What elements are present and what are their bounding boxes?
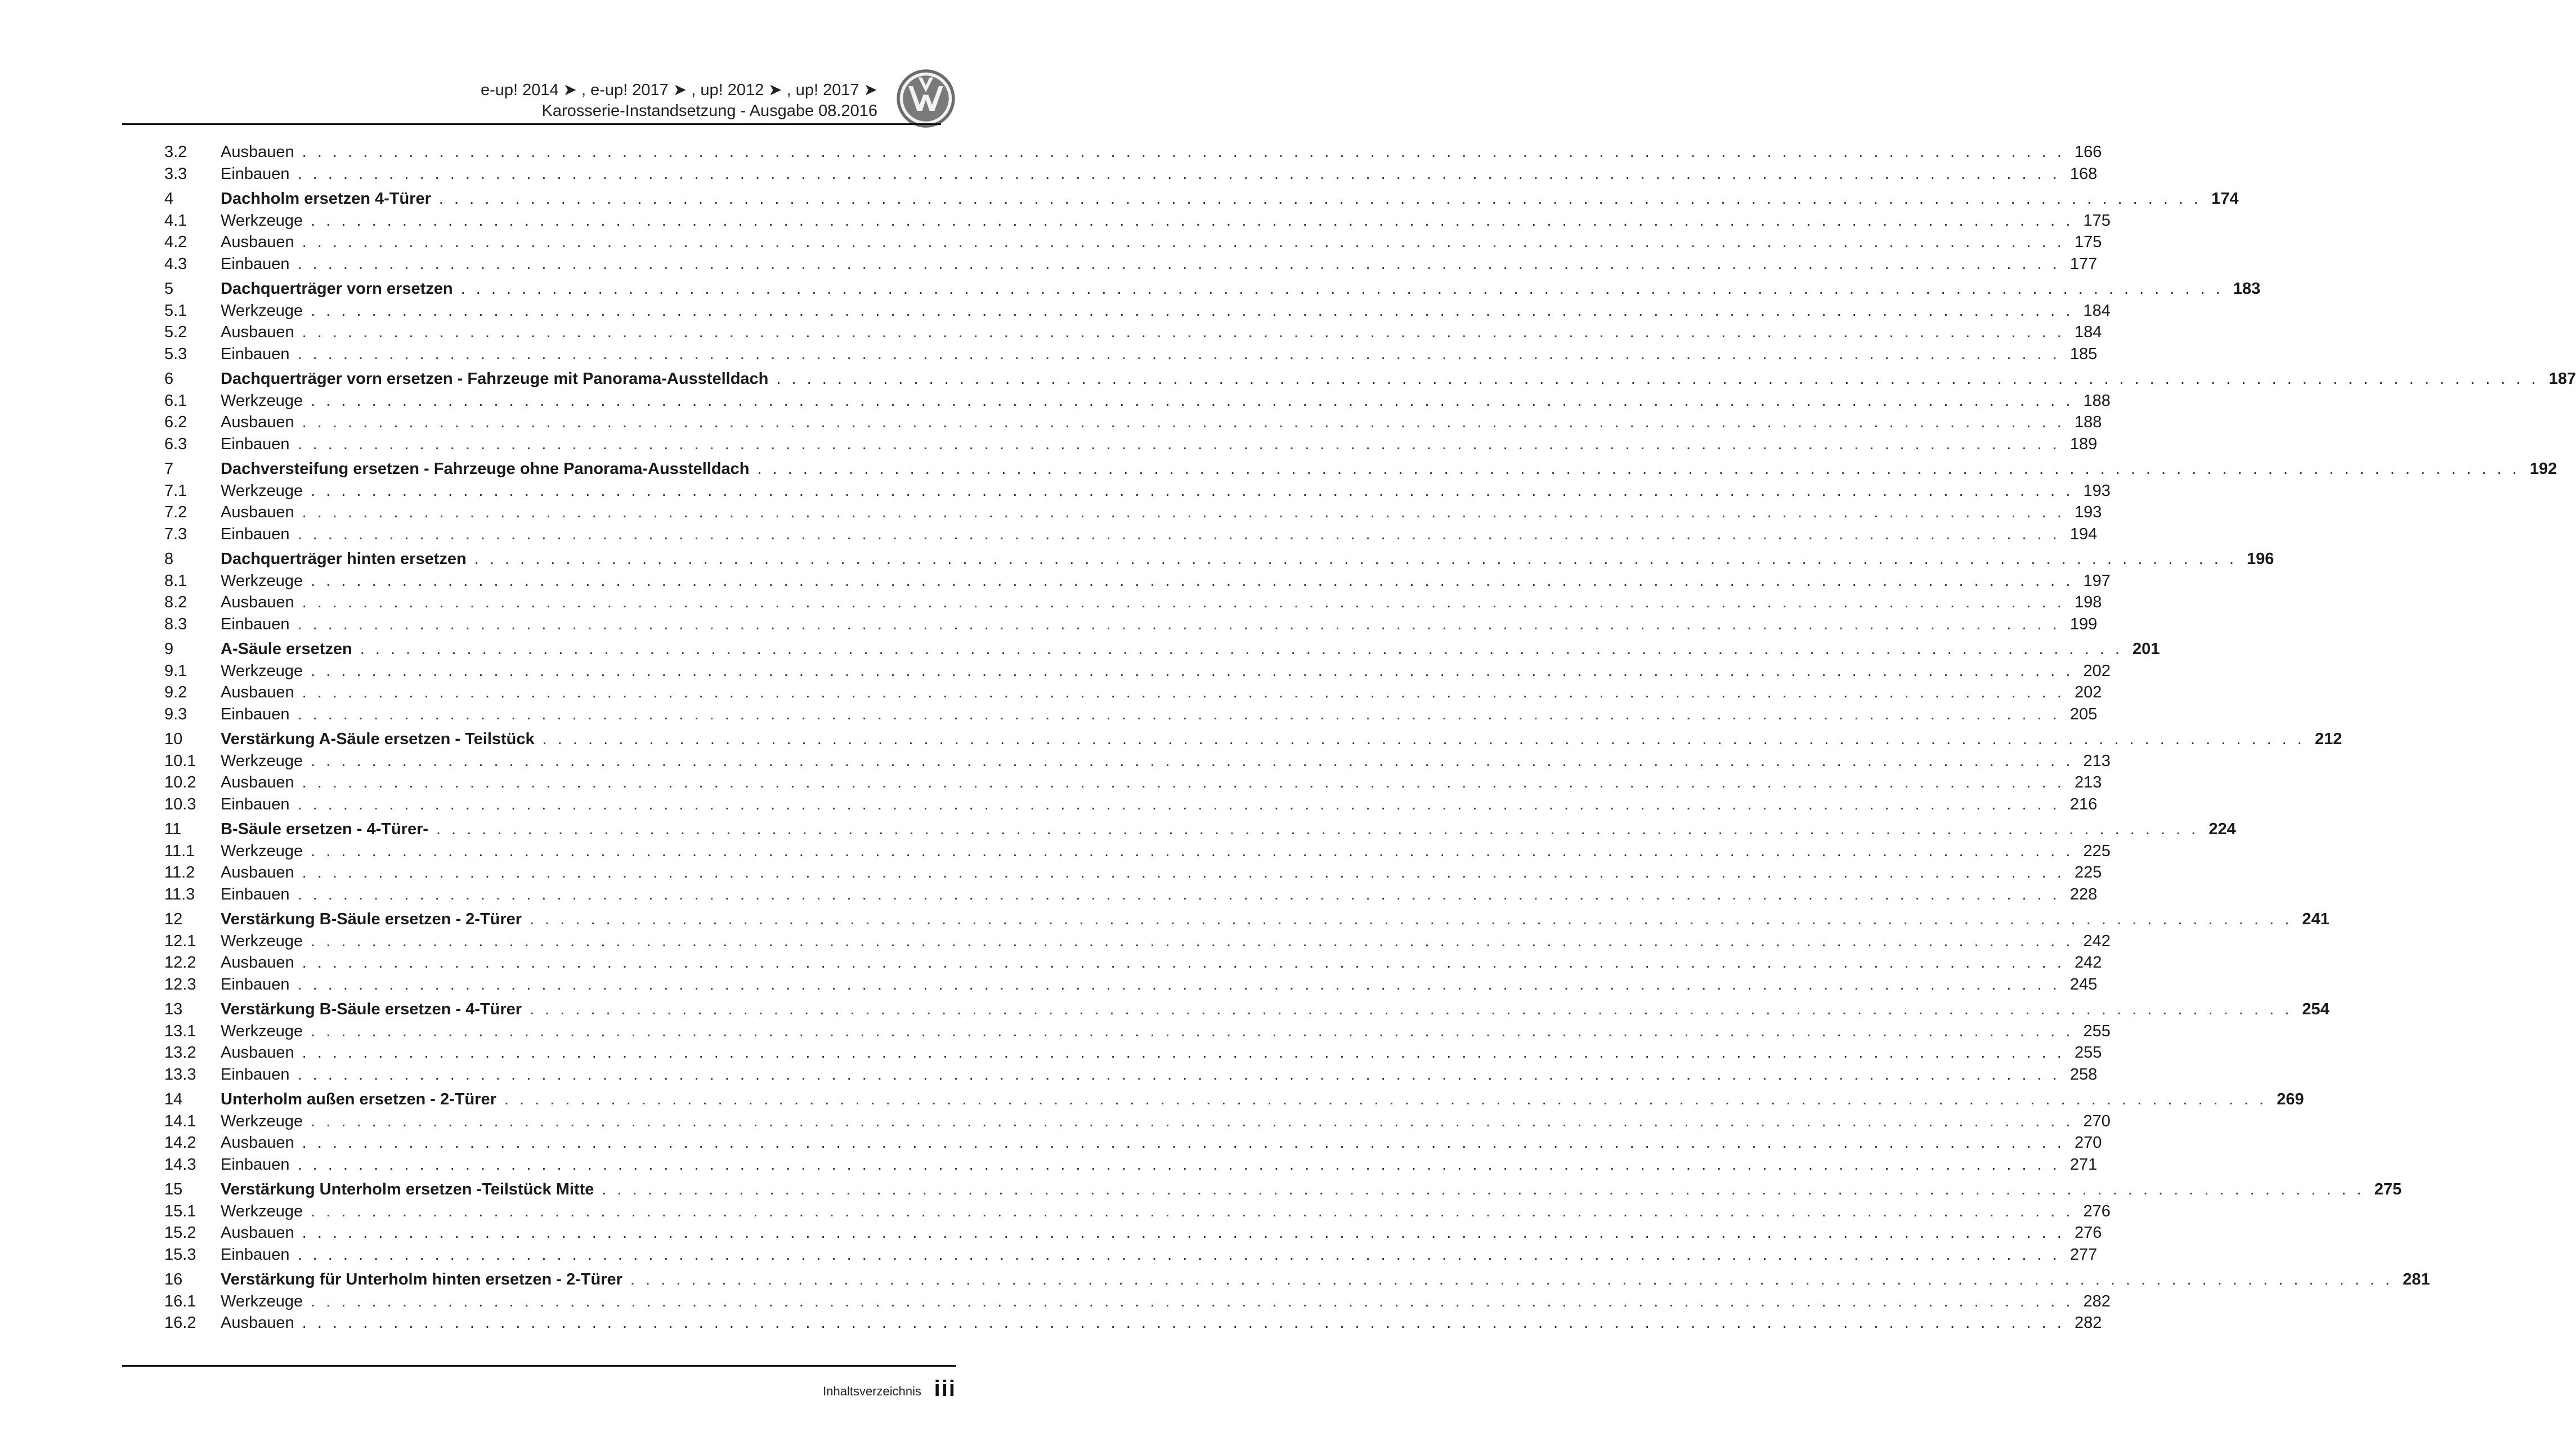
toc-number: 7 [164, 460, 174, 478]
toc-number: 7.2 [164, 503, 187, 521]
toc-title: Ausbauen [221, 1134, 294, 1152]
toc-number: 7.3 [164, 525, 187, 543]
toc-title: Dachquerträger vorn ersetzen [221, 280, 453, 298]
toc-number: 8.1 [164, 571, 187, 590]
toc-section-row[interactable] [164, 593, 2102, 615]
toc-leader-dots: . . . . . . . . . . . . . . . . . . . . . . . . . . . . . . . . . . . . . . . . . . . . . . . . . . . . . . . . . . . . . . . . . . . . . . . . . . . . . . . . . . . . . . . . . . . . . . . . . . . . . . . . . . . . . . . . . . . . [438, 190, 2202, 208]
toc-leader-dots: . . . . . . . . . . . . . . . . . . . . . . . . . . . . . . . . . . . . . . . . . . . . . . . . . . . . . . . . . . . . . . . . . . . . . . . . . . . . . . . . . . . . . . . . . . . . . . . . . . . . . . . . . . . . . . . . . . . . [297, 525, 2060, 543]
toc-title: Dachquerträger hinten ersetzen [221, 550, 467, 568]
toc-leader-dots: . . . . . . . . . . . . . . . . . . . . . . . . . . . . . . . . . . . . . . . . . . . . . . . . . . . . . . . . . . . . . . . . . . . . . . . . . . . . . . . . . . . . . . . . . . . . . . . . . . . . . . . . . . . . . . . . . . . . [311, 1022, 2073, 1040]
toc-title: Einbauen [221, 1065, 290, 1084]
toc-title: Werkzeuge [221, 1022, 303, 1040]
toc-number: 13.1 [164, 1022, 196, 1040]
toc-number: 12.2 [164, 954, 196, 972]
toc-section-row[interactable] [164, 323, 2102, 345]
toc-page-number: 193 [2083, 481, 2111, 500]
toc-leader-dots: . . . . . . . . . . . . . . . . . . . . . . . . . . . . . . . . . . . . . . . . . . . . . . . . . . . . . . . . . . . . . . . . . . . . . . . . . . . . . . . . . . . . . . . . . . . . . . . . . . . . . . . . . . . . . . . . . . . . [311, 1202, 2073, 1220]
toc-title: Werkzeuge [221, 211, 303, 230]
toc-chapter-row[interactable] [164, 640, 2160, 662]
toc-page-number: 254 [2302, 1000, 2329, 1018]
toc-leader-dots: . . . . . . . . . . . . . . . . . . . . . . . . . . . . . . . . . . . . . . . . . . . . . . . . . . . . . . . . . . . . . . . . . . . . . . . . . . . . . . . . . . . . . . . . . . . . . . . . . . . . . . . . . . . . . . . . . . . . [311, 1292, 2073, 1310]
toc-leader-dots: . . . . . . . . . . . . . . . . . . . . . . . . . . . . . . . . . . . . . . . . . . . . . . . . . . . . . . . . . . . . . . . . . . . . . . . . . . . . . . . . . . . . . . . . . . . . . . . . . . . . . . . . . . . . . . . . . . . . [302, 863, 2065, 881]
toc-title: Werkzeuge [221, 301, 303, 320]
toc-number: 11 [164, 820, 182, 838]
toc-number: 6 [164, 370, 174, 388]
toc-title: Ausbauen [221, 1224, 294, 1242]
toc-number: 10 [164, 730, 183, 748]
toc-section-row[interactable] [164, 435, 2098, 457]
toc-title: Werkzeuge [221, 751, 303, 770]
toc-leader-dots: . . . . . . . . . . . . . . . . . . . . . . . . . . . . . . . . . . . . . . . . . . . . . . . . . . . . . . . . . . . . . . . . . . . . . . . . . . . . . . . . . . . . . . . . . . . . . . . . . . . . . . . . . . . . . . . . . . . . [297, 975, 2060, 994]
toc-number: 11.1 [164, 842, 195, 860]
toc-section-row[interactable] [164, 481, 2111, 504]
toc-number: 8.2 [164, 593, 187, 611]
toc-title: Ausbauen [221, 143, 294, 161]
toc-title: Werkzeuge [221, 932, 303, 950]
toc-number: 14 [164, 1090, 183, 1108]
toc-leader-dots: . . . . . . . . . . . . . . . . . . . . . . . . . . . . . . . . . . . . . . . . . . . . . . . . . . . . . . . . . . . . . . . . . . . . . . . . . . . . . . . . . . . . . . . . . . . . . . . . . . . . . . . . . . . . . . . . . . . . [297, 1245, 2060, 1264]
footer-page-number: iii [934, 1376, 956, 1401]
toc-page-number: 277 [2069, 1245, 2098, 1264]
toc-section-row[interactable] [164, 211, 2111, 234]
toc-section-row[interactable] [164, 1292, 2111, 1314]
toc-page-number: 202 [2083, 661, 2111, 680]
toc-leader-dots: . . . . . . . . . . . . . . . . . . . . . . . . . . . . . . . . . . . . . . . . . . . . . . . . . . . . . . . . . . . . . . . . . . . . . . . . . . . . . . . . . . . . . . . . . . . . . . . . . . . . . . . . . . . . . . . . . . . . [311, 1112, 2073, 1130]
toc-leader-dots: . . . . . . . . . . . . . . . . . . . . . . . . . . . . . . . . . . . . . . . . . . . . . . . . . . . . . . . . . . . . . . . . . . . . . . . . . . . . . . . . . . . . . . . . . . . . . . . . . . . . . . . . . . . . . . . . . . . . [776, 370, 2539, 388]
toc-title: Einbauen [221, 795, 290, 813]
toc-number: 14.2 [164, 1134, 196, 1152]
toc-page-number: 192 [2529, 460, 2557, 478]
toc-leader-dots: . . . . . . . . . . . . . . . . . . . . . . . . . . . . . . . . . . . . . . . . . . . . . . . . . . . . . . . . . . . . . . . . . . . . . . . . . . . . . . . . . . . . . . . . . . . . . . . . . . . . . . . . . . . . . . . . . . . . [302, 1224, 2065, 1242]
toc-section-row[interactable] [164, 885, 2098, 907]
toc-number: 7.1 [164, 481, 187, 500]
toc-leader-dots: . . . . . . . . . . . . . . . . . . . . . . . . . . . . . . . . . . . . . . . . . . . . . . . . . . . . . . . . . . . . . . . . . . . . . . . . . . . . . . . . . . . . . . . . . . . . . . . . . . . . . . . . . . . . . . . . . . . . [311, 751, 2073, 770]
toc-section-row[interactable] [164, 1314, 2102, 1336]
toc-title: Ausbauen [221, 503, 294, 521]
toc-number: 12.1 [164, 932, 196, 950]
toc-section-row[interactable] [164, 1134, 2102, 1156]
toc-page-number: 225 [2083, 842, 2111, 860]
toc-section-row[interactable] [164, 954, 2102, 975]
toc-title: Werkzeuge [221, 1112, 303, 1130]
toc-leader-dots: . . . . . . . . . . . . . . . . . . . . . . . . . . . . . . . . . . . . . . . . . . . . . . . . . . . . . . . . . . . . . . . . . . . . . . . . . . . . . . . . . . . . . . . . . . . . . . . . . . . . . . . . . . . . . . . . . . . . [302, 1134, 2065, 1152]
toc-page-number: 276 [2074, 1224, 2102, 1242]
toc-section-row[interactable] [164, 1044, 2102, 1066]
toc-page-number: 188 [2083, 391, 2111, 410]
toc-section-row[interactable] [164, 1202, 2111, 1224]
toc-leader-dots: . . . . . . . . . . . . . . . . . . . . . . . . . . . . . . . . . . . . . . . . . . . . . . . . . . . . . . . . . . . . . . . . . . . . . . . . . . . . . . . . . . . . . . . . . . . . . . . . . . . . . . . . . . . . . . . . . . . . [302, 1314, 2065, 1332]
toc-section-row[interactable] [164, 164, 2098, 187]
toc-title: Einbauen [221, 254, 290, 273]
toc-page-number: 201 [2133, 640, 2160, 658]
toc-section-row[interactable] [164, 773, 2102, 795]
toc-section-row[interactable] [164, 683, 2102, 705]
toc-leader-dots: . . . . . . . . . . . . . . . . . . . . . . . . . . . . . . . . . . . . . . . . . . . . . . . . . . . . . . . . . . . . . . . . . . . . . . . . . . . . . . . . . . . . . . . . . . . . . . . . . . . . . . . . . . . . . . . . . . . . [542, 730, 2305, 748]
toc-leader-dots: . . . . . . . . . . . . . . . . . . . . . . . . . . . . . . . . . . . . . . . . . . . . . . . . . . . . . . . . . . . . . . . . . . . . . . . . . . . . . . . . . . . . . . . . . . . . . . . . . . . . . . . . . . . . . . . . . . . . [302, 773, 2065, 791]
toc-title: Verstärkung für Unterholm hinten ersetzen - 2-Türer [221, 1270, 622, 1288]
toc-page-number: 185 [2069, 344, 2098, 363]
toc-leader-dots: . . . . . . . . . . . . . . . . . . . . . . . . . . . . . . . . . . . . . . . . . . . . . . . . . . . . . . . . . . . . . . . . . . . . . . . . . . . . . . . . . . . . . . . . . . . . . . . . . . . . . . . . . . . . . . . . . . . . [311, 301, 2073, 320]
toc-number: 5.2 [164, 323, 187, 341]
toc-section-row[interactable] [164, 413, 2102, 435]
toc-page-number: 174 [2211, 190, 2239, 208]
toc-section-row[interactable] [164, 795, 2098, 817]
toc-page-number: 175 [2083, 211, 2111, 230]
toc-section-row[interactable] [164, 863, 2102, 885]
toc-number: 13.3 [164, 1065, 196, 1084]
toc-page-number: 228 [2069, 885, 2098, 903]
toc-number: 8.3 [164, 615, 187, 633]
toc-title: Einbauen [221, 344, 290, 363]
toc-number: 3.2 [164, 143, 187, 161]
toc-section-row[interactable] [164, 1112, 2111, 1134]
toc-leader-dots: . . . . . . . . . . . . . . . . . . . . . . . . . . . . . . . . . . . . . . . . . . . . . . . . . . . . . . . . . . . . . . . . . . . . . . . . . . . . . . . . . . . . . . . . . . . . . . . . . . . . . . . . . . . . . . . . . . . . [311, 932, 2073, 950]
toc-title: Einbauen [221, 164, 290, 183]
toc-section-row[interactable] [164, 751, 2111, 774]
toc-number: 11.3 [164, 885, 195, 903]
toc-page-number: 270 [2074, 1134, 2102, 1152]
toc-title: A-Säule ersetzen [221, 640, 352, 658]
toc-title: Einbauen [221, 615, 290, 633]
toc-chapter-row[interactable] [164, 280, 2261, 302]
toc-title: Werkzeuge [221, 1292, 303, 1310]
toc-section-row[interactable] [164, 1022, 2111, 1044]
toc-number: 16.1 [164, 1292, 196, 1310]
toc-number: 6.2 [164, 413, 187, 431]
toc-number: 13 [164, 1000, 183, 1018]
toc-section-row[interactable] [164, 1224, 2102, 1246]
toc-page-number: 198 [2074, 593, 2102, 611]
toc-number: 3.3 [164, 164, 187, 183]
toc-leader-dots: . . . . . . . . . . . . . . . . . . . . . . . . . . . . . . . . . . . . . . . . . . . . . . . . . . . . . . . . . . . . . . . . . . . . . . . . . . . . . . . . . . . . . . . . . . . . . . . . . . . . . . . . . . . . . . . . . . . . [311, 391, 2073, 410]
toc-section-row[interactable] [164, 932, 2111, 954]
header-subtitle: Karosserie-Instandsetzung - Ausgabe 08.2016 [541, 102, 877, 120]
toc-leader-dots: . . . . . . . . . . . . . . . . . . . . . . . . . . . . . . . . . . . . . . . . . . . . . . . . . . . . . . . . . . . . . . . . . . . . . . . . . . . . . . . . . . . . . . . . . . . . . . . . . . . . . . . . . . . . . . . . . . . . [297, 164, 2060, 183]
toc-chapter-row[interactable] [164, 910, 2329, 932]
toc-number: 10.3 [164, 795, 196, 813]
toc-title: Verstärkung B-Säule ersetzen - 4-Türer [221, 1000, 522, 1018]
toc-chapter-row[interactable] [164, 460, 2557, 482]
toc-title: Verstärkung Unterholm ersetzen -Teilstück Mitte [221, 1180, 594, 1198]
toc-leader-dots: . . . . . . . . . . . . . . . . . . . . . . . . . . . . . . . . . . . . . . . . . . . . . . . . . . . . . . . . . . . . . . . . . . . . . . . . . . . . . . . . . . . . . . . . . . . . . . . . . . . . . . . . . . . . . . . . . . . . [302, 143, 2065, 161]
toc-page-number: 183 [2233, 280, 2261, 298]
toc-leader-dots: . . . . . . . . . . . . . . . . . . . . . . . . . . . . . . . . . . . . . . . . . . . . . . . . . . . . . . . . . . . . . . . . . . . . . . . . . . . . . . . . . . . . . . . . . . . . . . . . . . . . . . . . . . . . . . . . . . . . [297, 795, 2060, 813]
toc-page-number: 184 [2083, 301, 2111, 320]
toc-number: 5.1 [164, 301, 187, 320]
toc-section-row[interactable] [164, 842, 2111, 864]
toc-title: Einbauen [221, 1155, 290, 1174]
toc-page-number: 271 [2069, 1155, 2098, 1174]
toc-number: 16.2 [164, 1314, 196, 1332]
toc-title: Ausbauen [221, 683, 294, 701]
toc-leader-dots: . . . . . . . . . . . . . . . . . . . . . . . . . . . . . . . . . . . . . . . . . . . . . . . . . . . . . . . . . . . . . . . . . . . . . . . . . . . . . . . . . . . . . . . . . . . . . . . . . . . . . . . . . . . . . . . . . . . . [297, 1155, 2060, 1174]
toc-page-number: 245 [2069, 975, 2098, 994]
toc-title: Werkzeuge [221, 391, 303, 410]
toc-title: Werkzeuge [221, 571, 303, 590]
toc-page-number: 255 [2083, 1022, 2111, 1040]
toc-number: 14.1 [164, 1112, 196, 1130]
toc-page-number: 197 [2083, 571, 2111, 590]
toc-leader-dots: . . . . . . . . . . . . . . . . . . . . . . . . . . . . . . . . . . . . . . . . . . . . . . . . . . . . . . . . . . . . . . . . . . . . . . . . . . . . . . . . . . . . . . . . . . . . . . . . . . . . . . . . . . . . . . . . . . . . [297, 435, 2060, 453]
toc-title: Verstärkung B-Säule ersetzen - 2-Türer [221, 910, 522, 928]
toc-number: 5 [164, 280, 174, 298]
toc-number: 4 [164, 190, 174, 208]
toc-number: 5.3 [164, 344, 187, 363]
toc-number: 9.1 [164, 661, 187, 680]
toc-page-number: 166 [2074, 143, 2102, 161]
toc-title: Ausbauen [221, 954, 294, 972]
toc-title: Einbauen [221, 705, 290, 723]
toc-title: Dachholm ersetzen 4-Türer [221, 190, 431, 208]
toc-leader-dots: . . . . . . . . . . . . . . . . . . . . . . . . . . . . . . . . . . . . . . . . . . . . . . . . . . . . . . . . . . . . . . . . . . . . . . . . . . . . . . . . . . . . . . . . . . . . . . . . . . . . . . . . . . . . . . . . . . . . [436, 820, 2199, 838]
toc-leader-dots: . . . . . . . . . . . . . . . . . . . . . . . . . . . . . . . . . . . . . . . . . . . . . . . . . . . . . . . . . . . . . . . . . . . . . . . . . . . . . . . . . . . . . . . . . . . . . . . . . . . . . . . . . . . . . . . . . . . . [297, 615, 2060, 633]
toc-number: 9 [164, 640, 174, 658]
toc-number: 15.3 [164, 1245, 196, 1264]
toc-number: 4.3 [164, 254, 187, 273]
toc-section-row[interactable] [164, 525, 2098, 547]
toc-section-row[interactable] [164, 705, 2098, 727]
toc-leader-dots: . . . . . . . . . . . . . . . . . . . . . . . . . . . . . . . . . . . . . . . . . . . . . . . . . . . . . . . . . . . . . . . . . . . . . . . . . . . . . . . . . . . . . . . . . . . . . . . . . . . . . . . . . . . . . . . . . . . . [311, 571, 2073, 590]
toc-title: Unterholm außen ersetzen - 2-Türer [221, 1090, 496, 1108]
toc-page-number: 282 [2083, 1292, 2111, 1310]
toc-title: B-Säule ersetzen - 4-Türer- [221, 820, 429, 838]
toc-title: Ausbauen [221, 1044, 294, 1062]
toc-chapter-row[interactable] [164, 370, 2576, 392]
toc-page-number: 187 [2548, 370, 2576, 388]
toc-section-row[interactable] [164, 503, 2102, 525]
toc-leader-dots: . . . . . . . . . . . . . . . . . . . . . . . . . . . . . . . . . . . . . . . . . . . . . . . . . . . . . . . . . . . . . . . . . . . . . . . . . . . . . . . . . . . . . . . . . . . . . . . . . . . . . . . . . . . . . . . . . . . . [311, 211, 2073, 230]
toc-leader-dots: . . . . . . . . . . . . . . . . . . . . . . . . . . . . . . . . . . . . . . . . . . . . . . . . . . . . . . . . . . . . . . . . . . . . . . . . . . . . . . . . . . . . . . . . . . . . . . . . . . . . . . . . . . . . . . . . . . . . [297, 344, 2060, 363]
toc-number: 16 [164, 1270, 183, 1288]
toc-page-number: 216 [2069, 795, 2098, 813]
toc-chapter-row[interactable] [164, 550, 2274, 572]
toc-section-row[interactable] [164, 571, 2111, 594]
toc-page-number: 194 [2069, 525, 2098, 543]
toc-number: 4.1 [164, 211, 187, 230]
toc-number: 4.2 [164, 233, 187, 251]
toc-number: 8 [164, 550, 174, 568]
page-header [481, 80, 877, 122]
toc-title: Ausbauen [221, 863, 294, 881]
toc-number: 9.3 [164, 705, 187, 723]
toc-leader-dots: . . . . . . . . . . . . . . . . . . . . . . . . . . . . . . . . . . . . . . . . . . . . . . . . . . . . . . . . . . . . . . . . . . . . . . . . . . . . . . . . . . . . . . . . . . . . . . . . . . . . . . . . . . . . . . . . . . . . [474, 550, 2237, 568]
toc-title: Ausbauen [221, 593, 294, 611]
toc-page-number: 177 [2069, 254, 2098, 273]
toc-page-number: 175 [2074, 233, 2102, 251]
toc-title: Verstärkung A-Säule ersetzen - Teilstück [221, 730, 535, 748]
toc-page-number: 213 [2083, 751, 2111, 770]
toc-number: 15.2 [164, 1224, 196, 1242]
toc-number: 13.2 [164, 1044, 196, 1062]
toc-title: Einbauen [221, 435, 290, 453]
toc-section-row[interactable] [164, 301, 2111, 324]
toc-page-number: 213 [2074, 773, 2102, 791]
toc-leader-dots: . . . . . . . . . . . . . . . . . . . . . . . . . . . . . . . . . . . . . . . . . . . . . . . . . . . . . . . . . . . . . . . . . . . . . . . . . . . . . . . . . . . . . . . . . . . . . . . . . . . . . . . . . . . . . . . . . . . . [302, 1044, 2065, 1062]
toc-leader-dots: . . . . . . . . . . . . . . . . . . . . . . . . . . . . . . . . . . . . . . . . . . . . . . . . . . . . . . . . . . . . . . . . . . . . . . . . . . . . . . . . . . . . . . . . . . . . . . . . . . . . . . . . . . . . . . . . . . . . [302, 503, 2065, 521]
toc-page-number: 242 [2074, 954, 2102, 972]
toc-title: Ausbauen [221, 233, 294, 251]
toc-leader-dots: . . . . . . . . . . . . . . . . . . . . . . . . . . . . . . . . . . . . . . . . . . . . . . . . . . . . . . . . . . . . . . . . . . . . . . . . . . . . . . . . . . . . . . . . . . . . . . . . . . . . . . . . . . . . . . . . . . . . [297, 705, 2060, 723]
toc-title: Dachquerträger vorn ersetzen - Fahrzeuge mit Panorama-Ausstelldach [221, 370, 769, 388]
toc-leader-dots: . . . . . . . . . . . . . . . . . . . . . . . . . . . . . . . . . . . . . . . . . . . . . . . . . . . . . . . . . . . . . . . . . . . . . . . . . . . . . . . . . . . . . . . . . . . . . . . . . . . . . . . . . . . . . . . . . . . . [360, 640, 2123, 658]
toc-section-row[interactable] [164, 661, 2111, 684]
toc-page-number: 281 [2403, 1270, 2430, 1288]
toc-number: 6.1 [164, 391, 187, 410]
toc-leader-dots: . . . . . . . . . . . . . . . . . . . . . . . . . . . . . . . . . . . . . . . . . . . . . . . . . . . . . . . . . . . . . . . . . . . . . . . . . . . . . . . . . . . . . . . . . . . . . . . . . . . . . . . . . . . . . . . . . . . . [297, 1065, 2060, 1084]
toc-page-number: 224 [2208, 820, 2236, 838]
toc-number: 12.3 [164, 975, 196, 994]
toc-section-row[interactable] [164, 1065, 2098, 1088]
toc-page-number: 241 [2302, 910, 2329, 928]
toc-page-number: 275 [2374, 1180, 2402, 1198]
toc-page-number: 225 [2074, 863, 2102, 881]
toc-leader-dots: . . . . . . . . . . . . . . . . . . . . . . . . . . . . . . . . . . . . . . . . . . . . . . . . . . . . . . . . . . . . . . . . . . . . . . . . . . . . . . . . . . . . . . . . . . . . . . . . . . . . . . . . . . . . . . . . . . . . [311, 661, 2073, 680]
table-of-contents [164, 143, 2576, 1336]
toc-title: Werkzeuge [221, 1202, 303, 1220]
toc-section-row[interactable] [164, 1245, 2098, 1268]
toc-title: Dachversteifung ersetzen - Fahrzeuge ohne Panorama-Ausstelldach [221, 460, 750, 478]
toc-number: 14.3 [164, 1155, 196, 1174]
toc-title: Einbauen [221, 975, 290, 994]
header-rule [122, 123, 941, 125]
toc-page-number: 276 [2083, 1202, 2111, 1220]
toc-leader-dots: . . . . . . . . . . . . . . . . . . . . . . . . . . . . . . . . . . . . . . . . . . . . . . . . . . . . . . . . . . . . . . . . . . . . . . . . . . . . . . . . . . . . . . . . . . . . . . . . . . . . . . . . . . . . . . . . . . . . [302, 233, 2065, 251]
toc-title: Einbauen [221, 885, 290, 903]
toc-leader-dots: . . . . . . . . . . . . . . . . . . . . . . . . . . . . . . . . . . . . . . . . . . . . . . . . . . . . . . . . . . . . . . . . . . . . . . . . . . . . . . . . . . . . . . . . . . . . . . . . . . . . . . . . . . . . . . . . . . . . [630, 1270, 2393, 1288]
toc-page-number: 242 [2083, 932, 2111, 950]
toc-title: Ausbauen [221, 773, 294, 791]
toc-section-row[interactable] [164, 143, 2102, 165]
toc-page-number: 258 [2069, 1065, 2098, 1084]
toc-title: Einbauen [221, 525, 290, 543]
toc-number: 9.2 [164, 683, 187, 701]
toc-leader-dots: . . . . . . . . . . . . . . . . . . . . . . . . . . . . . . . . . . . . . . . . . . . . . . . . . . . . . . . . . . . . . . . . . . . . . . . . . . . . . . . . . . . . . . . . . . . . . . . . . . . . . . . . . . . . . . . . . . . . [530, 910, 2292, 928]
toc-page-number: 184 [2074, 323, 2102, 341]
toc-title: Werkzeuge [221, 481, 303, 500]
toc-leader-dots: . . . . . . . . . . . . . . . . . . . . . . . . . . . . . . . . . . . . . . . . . . . . . . . . . . . . . . . . . . . . . . . . . . . . . . . . . . . . . . . . . . . . . . . . . . . . . . . . . . . . . . . . . . . . . . . . . . . . [302, 593, 2065, 611]
toc-section-row[interactable] [164, 391, 2111, 414]
toc-page-number: 193 [2074, 503, 2102, 521]
toc-page-number: 269 [2277, 1090, 2304, 1108]
toc-title: Ausbauen [221, 1314, 294, 1332]
toc-leader-dots: . . . . . . . . . . . . . . . . . . . . . . . . . . . . . . . . . . . . . . . . . . . . . . . . . . . . . . . . . . . . . . . . . . . . . . . . . . . . . . . . . . . . . . . . . . . . . . . . . . . . . . . . . . . . . . . . . . . . [504, 1090, 2267, 1108]
toc-page-number: 255 [2074, 1044, 2102, 1062]
footer-section-label: Inhaltsverzeichnis [823, 1384, 921, 1398]
toc-chapter-row[interactable] [164, 1000, 2329, 1022]
toc-number: 10.2 [164, 773, 196, 791]
toc-title: Werkzeuge [221, 661, 303, 680]
toc-page-number: 205 [2069, 705, 2098, 723]
toc-number: 11.2 [164, 863, 195, 881]
toc-section-row[interactable] [164, 975, 2098, 997]
toc-chapter-row[interactable] [164, 730, 2342, 752]
toc-page-number: 282 [2074, 1314, 2102, 1332]
toc-title: Werkzeuge [221, 842, 303, 860]
toc-page-number: 196 [2247, 550, 2274, 568]
toc-page-number: 168 [2069, 164, 2098, 183]
toc-leader-dots: . . . . . . . . . . . . . . . . . . . . . . . . . . . . . . . . . . . . . . . . . . . . . . . . . . . . . . . . . . . . . . . . . . . . . . . . . . . . . . . . . . . . . . . . . . . . . . . . . . . . . . . . . . . . . . . . . . . . [602, 1180, 2365, 1198]
toc-number: 12 [164, 910, 183, 928]
toc-leader-dots: . . . . . . . . . . . . . . . . . . . . . . . . . . . . . . . . . . . . . . . . . . . . . . . . . . . . . . . . . . . . . . . . . . . . . . . . . . . . . . . . . . . . . . . . . . . . . . . . . . . . . . . . . . . . . . . . . . . . [757, 460, 2520, 478]
toc-number: 6.3 [164, 435, 187, 453]
toc-section-row[interactable] [164, 254, 2098, 277]
toc-title: Einbauen [221, 1245, 290, 1264]
toc-number: 15.1 [164, 1202, 196, 1220]
toc-title: Ausbauen [221, 323, 294, 341]
toc-leader-dots: . . . . . . . . . . . . . . . . . . . . . . . . . . . . . . . . . . . . . . . . . . . . . . . . . . . . . . . . . . . . . . . . . . . . . . . . . . . . . . . . . . . . . . . . . . . . . . . . . . . . . . . . . . . . . . . . . . . . [530, 1000, 2292, 1018]
toc-section-row[interactable] [164, 233, 2102, 255]
toc-leader-dots: . . . . . . . . . . . . . . . . . . . . . . . . . . . . . . . . . . . . . . . . . . . . . . . . . . . . . . . . . . . . . . . . . . . . . . . . . . . . . . . . . . . . . . . . . . . . . . . . . . . . . . . . . . . . . . . . . . . . [302, 323, 2065, 341]
toc-chapter-row[interactable] [164, 1090, 2304, 1112]
footer-rule [122, 1365, 956, 1367]
toc-page-number: 270 [2083, 1112, 2111, 1130]
toc-leader-dots: . . . . . . . . . . . . . . . . . . . . . . . . . . . . . . . . . . . . . . . . . . . . . . . . . . . . . . . . . . . . . . . . . . . . . . . . . . . . . . . . . . . . . . . . . . . . . . . . . . . . . . . . . . . . . . . . . . . . [302, 683, 2065, 701]
toc-leader-dots: . . . . . . . . . . . . . . . . . . . . . . . . . . . . . . . . . . . . . . . . . . . . . . . . . . . . . . . . . . . . . . . . . . . . . . . . . . . . . . . . . . . . . . . . . . . . . . . . . . . . . . . . . . . . . . . . . . . . [297, 254, 2060, 273]
toc-number: 15 [164, 1180, 183, 1198]
toc-page-number: 189 [2069, 435, 2098, 453]
toc-leader-dots: . . . . . . . . . . . . . . . . . . . . . . . . . . . . . . . . . . . . . . . . . . . . . . . . . . . . . . . . . . . . . . . . . . . . . . . . . . . . . . . . . . . . . . . . . . . . . . . . . . . . . . . . . . . . . . . . . . . . [460, 280, 2224, 298]
toc-page-number: 202 [2074, 683, 2102, 701]
toc-chapter-row[interactable] [164, 820, 2236, 842]
toc-section-row[interactable] [164, 615, 2098, 637]
toc-section-row[interactable] [164, 344, 2098, 367]
toc-chapter-row[interactable] [164, 1270, 2430, 1292]
header-models: e-up! 2014 ➤ , e-up! 2017 ➤ , up! 2012 ➤ , up! 2017 ➤ [480, 81, 877, 99]
toc-chapter-row[interactable] [164, 190, 2239, 212]
toc-title: Ausbauen [221, 413, 294, 431]
toc-chapter-row[interactable] [164, 1180, 2402, 1202]
toc-section-row[interactable] [164, 1155, 2098, 1178]
toc-leader-dots: . . . . . . . . . . . . . . . . . . . . . . . . . . . . . . . . . . . . . . . . . . . . . . . . . . . . . . . . . . . . . . . . . . . . . . . . . . . . . . . . . . . . . . . . . . . . . . . . . . . . . . . . . . . . . . . . . . . . [311, 842, 2073, 860]
toc-number: 10.1 [164, 751, 196, 770]
toc-leader-dots: . . . . . . . . . . . . . . . . . . . . . . . . . . . . . . . . . . . . . . . . . . . . . . . . . . . . . . . . . . . . . . . . . . . . . . . . . . . . . . . . . . . . . . . . . . . . . . . . . . . . . . . . . . . . . . . . . . . . [302, 413, 2065, 431]
toc-page-number: 199 [2069, 615, 2098, 633]
vw-logo-icon [895, 68, 957, 129]
toc-leader-dots: . . . . . . . . . . . . . . . . . . . . . . . . . . . . . . . . . . . . . . . . . . . . . . . . . . . . . . . . . . . . . . . . . . . . . . . . . . . . . . . . . . . . . . . . . . . . . . . . . . . . . . . . . . . . . . . . . . . . [297, 885, 2060, 903]
toc-page-number: 188 [2074, 413, 2102, 431]
toc-page-number: 212 [2314, 730, 2342, 748]
toc-leader-dots: . . . . . . . . . . . . . . . . . . . . . . . . . . . . . . . . . . . . . . . . . . . . . . . . . . . . . . . . . . . . . . . . . . . . . . . . . . . . . . . . . . . . . . . . . . . . . . . . . . . . . . . . . . . . . . . . . . . . [302, 954, 2065, 972]
toc-leader-dots: . . . . . . . . . . . . . . . . . . . . . . . . . . . . . . . . . . . . . . . . . . . . . . . . . . . . . . . . . . . . . . . . . . . . . . . . . . . . . . . . . . . . . . . . . . . . . . . . . . . . . . . . . . . . . . . . . . . . [311, 481, 2073, 500]
